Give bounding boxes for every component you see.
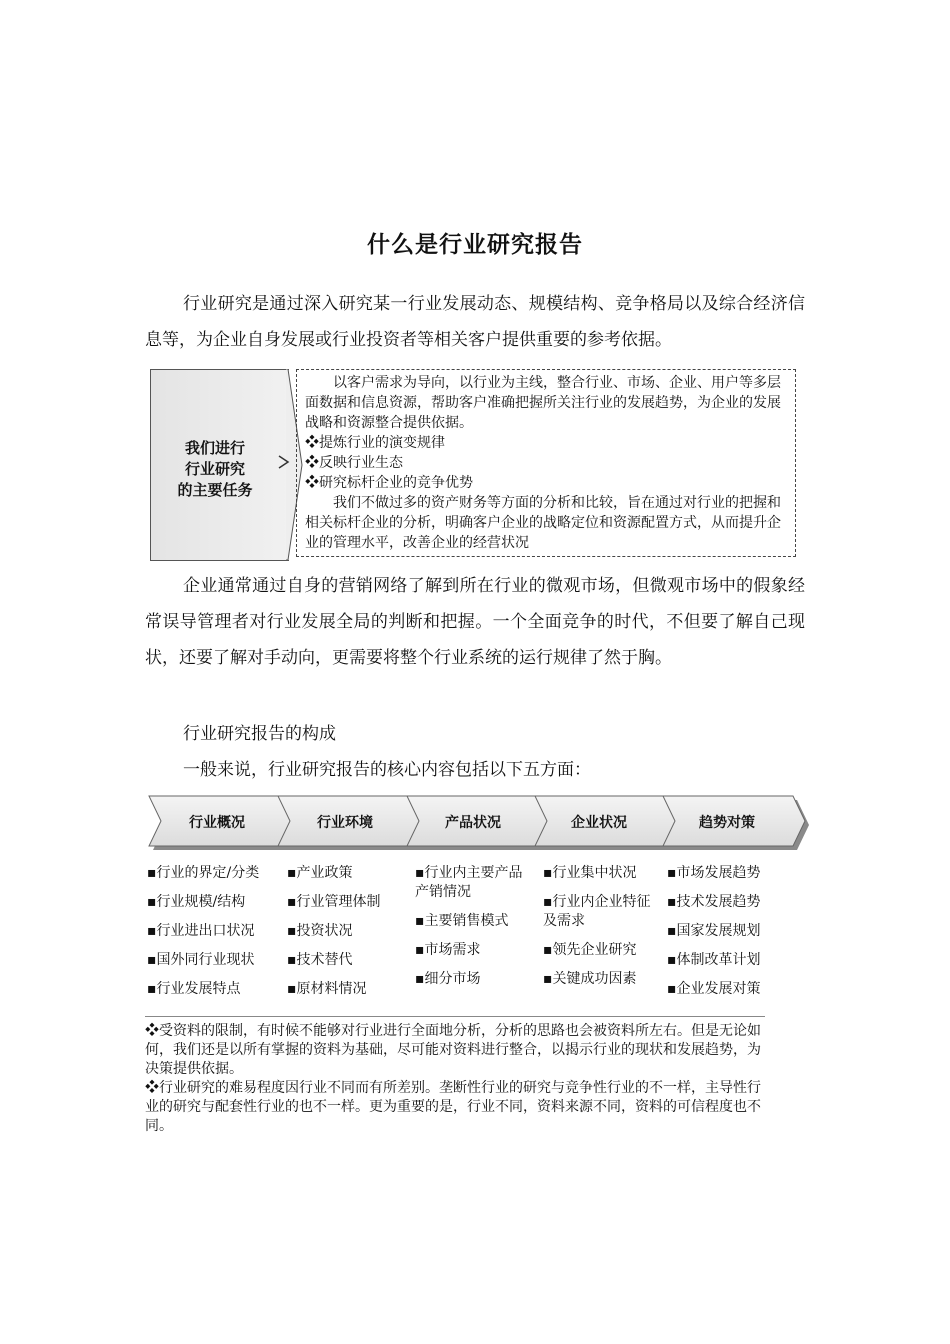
component-item: ▪领先企业研究 <box>543 942 637 958</box>
page-title: 什么是行业研究报告 <box>367 232 583 258</box>
component-items-list <box>415 864 527 999</box>
component-item: ▪市场发展趋势 <box>667 865 761 881</box>
task-bullet: ❖提炼行业的演变规律 <box>305 435 445 451</box>
composition-lead: 一般来说，行业研究报告的核心内容包括以下五方面： <box>183 760 591 780</box>
component-item: ▪主要销售模式 <box>415 913 509 929</box>
component-item: ▪产业政策 <box>287 865 353 881</box>
component-item: ▪行业内企业特征及需求 <box>543 894 651 929</box>
market-paragraph: 企业通常通过自身的营销网络了解到所在行业的微观市场，但微观市场中的假象经常误导管理者对行业发展全局的判断和把握。一个全面竞争的时代，不但要了解自己现状，还要了解对手动向，更需要将整个行业系统的运行规律了然于胸。 <box>145 576 805 668</box>
component-item: ▪行业进出口状况 <box>147 923 255 939</box>
chevron-right-icon <box>278 455 290 469</box>
component-item: ▪细分市场 <box>415 971 481 987</box>
research-tasks-figure <box>148 367 808 563</box>
component-title: 行业环境 <box>317 815 373 831</box>
task-label-box <box>150 369 289 561</box>
component-items-list <box>287 864 407 1009</box>
report-components-figure <box>145 790 810 1150</box>
component-title: 产品状况 <box>445 815 501 831</box>
note-item: ❖受资料的限制，有时候不能够对行业进行全面地分析，分析的思路也会被资料所左右。但是无论如何，我们还是以所有掌握的资料为基础，尽可能对资料进行整合，以揭示行业的现状和发展趋势，为决策提供依据。 <box>145 1023 761 1077</box>
component-title: 企业状况 <box>571 815 627 831</box>
composition-heading: 行业研究报告的构成 <box>183 724 336 744</box>
component-item: ▪原材料情况 <box>287 981 367 997</box>
component-item: ▪行业的界定/分类 <box>147 865 260 881</box>
notes-block <box>145 1022 770 1136</box>
component-item: ▪行业发展特点 <box>147 981 241 997</box>
component-items-list <box>147 864 285 1009</box>
task-bullet: ❖反映行业生态 <box>305 455 403 471</box>
component-item: ▪行业管理体制 <box>287 894 381 910</box>
component-item: ▪行业规模/结构 <box>147 894 246 910</box>
component-item: ▪国外同行业现状 <box>147 952 255 968</box>
component-items-list <box>543 864 655 999</box>
component-item: ▪技术替代 <box>287 952 353 968</box>
component-item: ▪关键成功因素 <box>543 971 637 987</box>
component-item: ▪国家发展规划 <box>667 923 761 939</box>
component-item: ▪市场需求 <box>415 942 481 958</box>
component-item: ▪企业发展对策 <box>667 981 761 997</box>
task-bullet: ❖研究标杆企业的竞争优势 <box>305 475 473 491</box>
intro-paragraph: 行业研究是通过深入研究某一行业发展动态、规模结构、竞争格局以及综合经济信息等，为企业自身发展或行业投资者等相关客户提供重要的参考依据。 <box>145 294 805 350</box>
component-items-list <box>667 864 802 1009</box>
task-label: 我们进行 行业研究 的主要任务 <box>177 439 253 499</box>
component-item: ▪技术发展趋势 <box>667 894 761 910</box>
task-desc-intro: 以客户需求为导向，以行业为主线，整合行业、市场、企业、用户等多层面数据和信息资源，帮助客户准确把握所关注行业的发展趋势，为企业的发展战略和资源整合提供依据。 <box>305 375 781 431</box>
component-title: 趋势对策 <box>699 815 755 831</box>
component-item: ▪行业内主要产品产销情况 <box>415 865 523 900</box>
component-item: ▪行业集中状况 <box>543 865 637 881</box>
note-item: ❖行业研究的难易程度因行业不同而有所差别。垄断性行业的研究与竞争性行业的不一样，主导性行业的研究与配套性行业的也不一样。更为重要的是，行业不同，资料来源不同，资料的可信程度也不同。 <box>145 1080 761 1134</box>
task-description-box <box>296 369 796 557</box>
component-title: 行业概况 <box>189 815 245 831</box>
task-desc-closing: 我们不做过多的资产财务等方面的分析和比较，旨在通过对行业的把握和相关标杆企业的分析，明确客户企业的战略定位和资源配置方式，从而提升企业的管理水平，改善企业的经营状况 <box>305 495 781 551</box>
divider <box>145 1016 765 1017</box>
component-item: ▪投资状况 <box>287 923 353 939</box>
component-item: ▪体制改革计划 <box>667 952 761 968</box>
